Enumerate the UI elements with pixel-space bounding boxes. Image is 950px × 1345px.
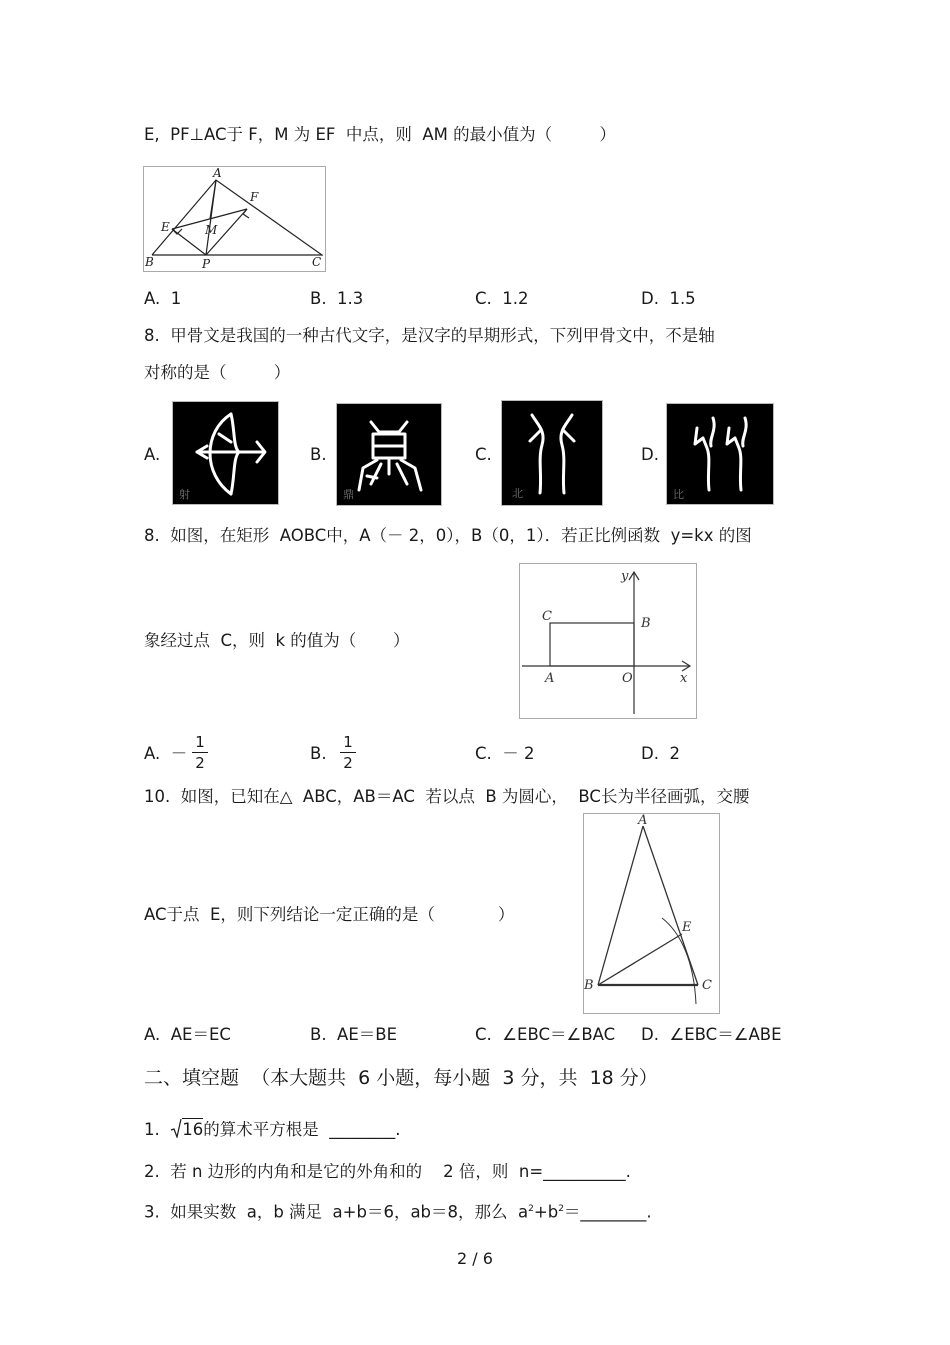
q10-label-a: A bbox=[638, 814, 648, 828]
q8b-label-x: x bbox=[680, 671, 688, 686]
fill-q1-number: 1. bbox=[144, 1120, 160, 1139]
q8b-option-d: D. 2 bbox=[641, 744, 680, 763]
q8a-glyph-she bbox=[172, 401, 279, 505]
q8b-label-y: y bbox=[621, 569, 629, 584]
q8b-option-a-denominator: 2 bbox=[195, 754, 205, 772]
q10-figure bbox=[583, 813, 720, 1014]
q8a-option-b-letter: B. bbox=[310, 445, 327, 464]
q8b-option-b-fraction bbox=[340, 733, 356, 772]
fill-q1-radicand: 16 bbox=[182, 1120, 204, 1139]
q8b-option-c: C. － 2 bbox=[475, 744, 535, 763]
q8a-glyph-ding bbox=[336, 403, 442, 506]
q7-option-b: B. 1.3 bbox=[310, 289, 364, 308]
q10-option-d: D. ∠EBC＝∠ABE bbox=[641, 1025, 782, 1044]
q7-label-p: P bbox=[202, 257, 211, 269]
q7-figure bbox=[143, 166, 326, 272]
q8a-option-d-letter: D. bbox=[641, 445, 659, 464]
q7-option-a: A. 1 bbox=[144, 289, 182, 308]
q8a-stem-line1: 8. 甲骨文是我国的一种古代文字，是汉字的早期形式，下列甲骨文中，不是轴 bbox=[144, 326, 715, 345]
q8b-label-a: A bbox=[545, 671, 555, 686]
q8a-option-a-letter: A. bbox=[144, 445, 161, 464]
q7-option-d: D. 1.5 bbox=[641, 289, 696, 308]
q8b-option-b-denominator: 2 bbox=[343, 754, 353, 772]
q8b-label-c: C bbox=[542, 609, 552, 624]
fill-q2: 2. 若 n 边形的内角和是它的外角和的 2 倍，则 n=__________. bbox=[144, 1162, 631, 1181]
q10-stem-line1: 10. 如图，已知在△ ABC，AB＝AC 若以点 B 为圆心， BC长为半径画弧，交腰 bbox=[144, 787, 750, 806]
q8b-label-o: O bbox=[622, 671, 633, 686]
q7-label-c: C bbox=[312, 255, 322, 269]
q8b-stem-line1: 8. 如图，在矩形 AOBC中，A（－ 2，0），B（0，1）．若正比例函数 y=kx 的图 bbox=[144, 526, 752, 545]
q8b-option-a-prefix: A. － bbox=[144, 744, 188, 763]
sqrt-symbol bbox=[170, 1118, 203, 1141]
q8a-option-c-letter: C. bbox=[475, 445, 492, 464]
fill-q3-sup-b: 2 bbox=[558, 1204, 564, 1214]
fill-q1-rest: 的算术平方根是 ________. bbox=[203, 1120, 401, 1139]
q10-label-e: E bbox=[682, 920, 692, 935]
q8b-option-b-numerator: 1 bbox=[343, 733, 353, 751]
q8a-caption-a: 射 bbox=[179, 488, 190, 501]
q8a-glyph-bei bbox=[501, 400, 603, 506]
fill-q3-prefix: 3. 如果实数 a，b 满足 a+b＝6，ab＝8，那么 a bbox=[144, 1202, 529, 1222]
q7-stem: E, PF⊥AC于 F，M 为 EF 中点，则 AM 的最小值为（ ） bbox=[144, 125, 616, 144]
q8a-stem-line2: 对称的是（ ） bbox=[144, 363, 291, 382]
q7-label-b: B bbox=[145, 255, 154, 269]
q8a-caption-d: 比 bbox=[673, 488, 684, 501]
q7-option-c: C. 1.2 bbox=[475, 289, 529, 308]
fill-q3-sup-a: 2 bbox=[528, 1204, 534, 1214]
q8b-figure bbox=[519, 563, 697, 719]
section-2-heading: 二、填空题 （本大题共 6 小题，每小题 3 分，共 18 分） bbox=[144, 1067, 658, 1089]
q10-option-c: C. ∠EBC＝∠BAC bbox=[475, 1025, 616, 1044]
q10-label-c: C bbox=[702, 978, 712, 993]
q7-label-m: M bbox=[205, 223, 218, 237]
q10-label-b: B bbox=[584, 978, 594, 993]
q8b-option-b-prefix: B. bbox=[310, 744, 327, 763]
q8b-option-a-numerator: 1 bbox=[195, 733, 205, 751]
q7-label-f: F bbox=[250, 190, 259, 204]
q10-option-a: A. AE＝EC bbox=[144, 1025, 231, 1044]
q7-label-e: E bbox=[161, 220, 170, 234]
fill-q3-rest: ＝________. bbox=[563, 1202, 652, 1222]
q8a-glyph-bi bbox=[666, 403, 774, 505]
q8b-stem-line2: 象经过点 C，则 k 的值为（ ） bbox=[144, 631, 410, 650]
q10-option-b: B. AE＝BE bbox=[310, 1025, 398, 1044]
q8b-label-b: B bbox=[641, 616, 651, 631]
fill-q1 bbox=[144, 1118, 401, 1141]
fill-q3-mid: +b bbox=[533, 1202, 559, 1222]
fill-q3 bbox=[144, 1198, 652, 1224]
q8a-caption-c: 北 bbox=[512, 487, 523, 500]
q10-stem-line2: AC于点 E，则下列结论一定正确的是（ ） bbox=[144, 905, 515, 924]
page-indicator: 2 / 6 bbox=[457, 1249, 493, 1268]
q8a-caption-b: 鼎 bbox=[343, 488, 354, 501]
q7-label-a: A bbox=[213, 167, 222, 180]
q8b-option-a-fraction bbox=[192, 733, 208, 772]
